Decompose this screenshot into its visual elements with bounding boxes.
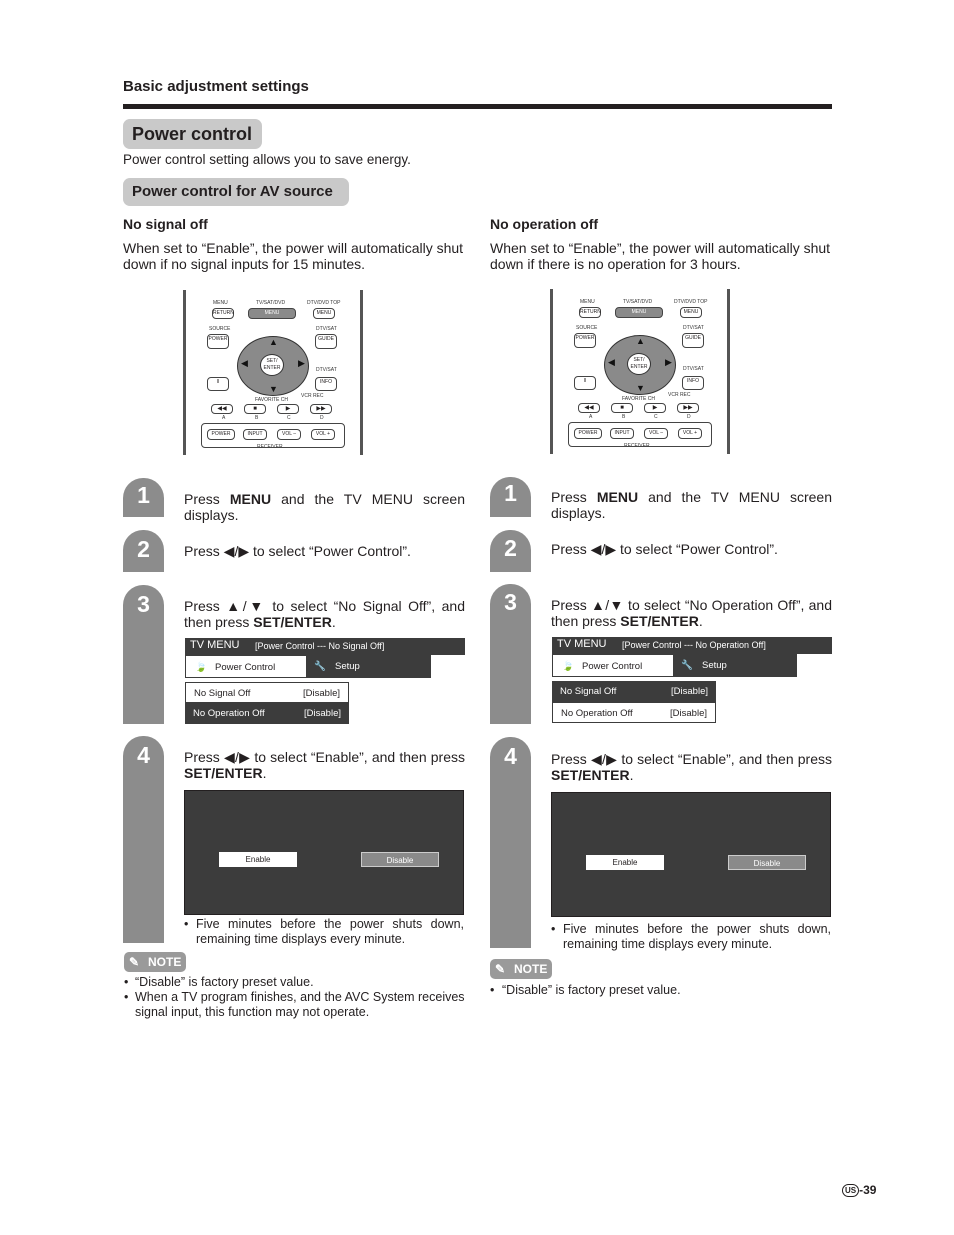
note-label: NOTE [514, 962, 548, 976]
step-bullet: Five minutes before the power shuts down, remaining time displays every minute. [196, 917, 464, 946]
remote-c: C [287, 415, 291, 421]
remote-menu: MENU [213, 300, 228, 306]
left-description: When set to “Enable”, the power will automatically shut down if no signal inputs for 15 minutes. [123, 240, 464, 272]
bullet-marker: • [124, 975, 129, 989]
remote-guide: GUIDE [315, 334, 337, 349]
tab-label: Power Control [215, 662, 276, 673]
tab-label: Setup [702, 660, 727, 671]
arrow-left-icon: ◀ [241, 358, 248, 368]
remote-dtvsat2: DTV/SAT [683, 366, 704, 372]
tab-setup[interactable] [307, 655, 431, 678]
left-heading: No signal off [123, 216, 208, 232]
section-title: Basic adjustment settings [123, 78, 309, 95]
note-label: NOTE [148, 955, 182, 969]
remote-b: B [622, 414, 626, 420]
menu-option-no-signal-off[interactable] [185, 682, 349, 703]
option-value: [Disable] [303, 688, 340, 699]
remote-dtvtop: DTV/DVD TOP [307, 300, 341, 306]
tools-icon: 🔧 [681, 660, 693, 671]
remote-vcr: VCR REC [301, 393, 324, 399]
option-value: [Disable] [670, 708, 707, 719]
tv-menu-path: [Power Control --- No Operation Off] [622, 640, 766, 650]
remote-menu_right: MENU [313, 308, 335, 319]
step-number: 3 [137, 591, 150, 617]
step-number: 2 [504, 535, 517, 561]
tab-power-control[interactable] [552, 654, 674, 677]
note-item: “Disable” is factory preset value. [502, 983, 681, 997]
right-heading: No operation off [490, 216, 599, 232]
page-title: Power control [123, 119, 262, 149]
tools-icon: 🔧 [314, 661, 326, 672]
step-1-text: Press MENU and the TV MENU screen displays. [551, 489, 832, 521]
page-number-text: -39 [859, 1183, 877, 1197]
remote-power2: POWER [574, 428, 602, 439]
option-value: [Disable] [671, 686, 708, 697]
tv-menu-bar [185, 638, 465, 655]
step-2-text: Press ◀/▶ to select “Power Control”. [184, 543, 411, 559]
remote-d: D [320, 415, 324, 421]
remote-source: SOURCE [209, 326, 231, 332]
tv-menu-bar [552, 637, 832, 654]
tab-power-control[interactable] [185, 655, 307, 678]
pencil-icon: ✎ [495, 962, 506, 976]
tab-label: Power Control [582, 661, 643, 672]
arrow-right-icon: ▶ [298, 358, 305, 368]
remote-power: POWER [207, 334, 229, 349]
step-number: 4 [504, 743, 517, 769]
remote-rail [550, 289, 553, 454]
menu-option-no-signal-off[interactable] [552, 681, 716, 702]
remote-b: B [255, 415, 259, 421]
tv-screen [184, 790, 464, 915]
bullet-marker: • [490, 983, 495, 997]
remote-dtvtop: DTV/DVD TOP [674, 299, 708, 305]
remote-pause: II [574, 376, 596, 390]
remote-vcr: VCR REC [668, 392, 691, 398]
remote-illustration-left [183, 290, 363, 455]
remote-set-enter: SET/ ENTER [260, 354, 284, 376]
page-number [842, 1183, 876, 1197]
note-badge [124, 952, 186, 972]
disable-button[interactable]: Disable [361, 852, 439, 867]
bullet-marker: • [551, 922, 556, 936]
tab-setup[interactable] [674, 654, 797, 677]
arrow-down-icon: ▼ [636, 383, 645, 393]
play-icon: ▶ [644, 403, 666, 413]
option-value: [Disable] [304, 708, 341, 719]
tv-menu-title: TV MENU [557, 638, 607, 650]
remote-fav: FAVORITE CH [622, 396, 655, 402]
remote-rail [727, 289, 730, 454]
step-bullet: Five minutes before the power shuts down, remaining time displays every minute. [563, 922, 831, 951]
play-icon: ▶ [277, 404, 299, 414]
step-number: 4 [137, 742, 150, 768]
option-name: No Operation Off [561, 708, 633, 719]
step-3-text: Press ▲/▼ to select “No Signal Off”, and then press SET/ENTER. [184, 598, 465, 630]
step-3-text: Press ▲/▼ to select “No Operation Off”, and then press SET/ENTER. [551, 597, 832, 629]
rewind-icon: ◀◀ [211, 404, 233, 414]
remote-d: D [687, 414, 691, 420]
remote-menu_btn: MENU [248, 308, 296, 319]
arrow-up-icon: ▲ [636, 336, 645, 346]
bullet-marker: • [124, 990, 129, 1004]
region-badge: US [842, 1184, 859, 1197]
remote-pause: II [207, 377, 229, 391]
remote-power2: POWER [207, 429, 235, 440]
remote-input: INPUT [243, 429, 267, 440]
remote-volm: VOL – [644, 428, 668, 439]
stop-icon: ■ [244, 404, 266, 414]
step-number: 1 [504, 480, 517, 506]
remote-info: INFO [682, 376, 704, 390]
step-number: 3 [504, 589, 517, 615]
remote-return: RETURN [212, 308, 234, 319]
remote-menu_btn: MENU [615, 307, 663, 318]
leaf-icon: 🍃 [562, 661, 574, 672]
stop-icon: ■ [611, 403, 633, 413]
remote-dpad [604, 335, 676, 395]
remote-volp: VOL + [311, 429, 335, 440]
remote-rail [360, 290, 363, 455]
remote-rail [183, 290, 186, 455]
remote-receiver-frame [201, 423, 345, 448]
remote-guide: GUIDE [682, 333, 704, 348]
remote-menu: MENU [580, 299, 595, 305]
remote-info: INFO [315, 377, 337, 391]
menu-option-no-operation-off[interactable] [185, 703, 349, 724]
intro-text: Power control setting allows you to save energy. [123, 152, 411, 167]
bullet-marker: • [184, 917, 189, 931]
remote-source: SOURCE [576, 325, 598, 331]
option-name: No Operation Off [193, 708, 265, 719]
pencil-icon: ✎ [129, 955, 140, 969]
step-4-text: Press ◀/▶ to select “Enable”, and then press SET/ENTER. [551, 751, 832, 783]
arrow-right-icon: ▶ [665, 357, 672, 367]
remote-receiver: RECEIVER [624, 443, 650, 449]
remote-c: C [654, 414, 658, 420]
remote-dtvsat2: DTV/SAT [316, 367, 337, 373]
menu-option-no-operation-off[interactable] [552, 702, 716, 723]
tv-menu-path: [Power Control --- No Signal Off] [255, 641, 385, 651]
step-number: 1 [137, 482, 150, 508]
remote-a: A [589, 414, 593, 420]
arrow-left-icon: ◀ [608, 357, 615, 367]
remote-fav: FAVORITE CH [255, 397, 288, 403]
remote-dpad [237, 336, 309, 396]
leaf-icon: 🍃 [195, 662, 207, 673]
step-number: 2 [137, 536, 150, 562]
remote-input: INPUT [610, 428, 634, 439]
step-4-text: Press ◀/▶ to select “Enable”, and then press SET/ENTER. [184, 749, 465, 781]
remote-receiver-frame [568, 422, 712, 447]
note-item: “Disable” is factory preset value. [135, 975, 314, 989]
remote-tvsat: TV/SAT/DVD [256, 300, 286, 306]
remote-volp: VOL + [678, 428, 702, 439]
note-item: When a TV program finishes, and the AVC System receives signal input, this function may not operate. [135, 990, 465, 1019]
step-2-text: Press ◀/▶ to select “Power Control”. [551, 541, 778, 557]
remote-set-enter: SET/ ENTER [627, 353, 651, 375]
enable-button[interactable]: Enable [586, 855, 664, 870]
step-1-text: Press MENU and the TV MENU screen displays. [184, 491, 465, 523]
right-description: When set to “Enable”, the power will automatically shut down if there is no operation for 3 hours. [490, 240, 831, 272]
option-name: No Signal Off [560, 686, 617, 697]
arrow-down-icon: ▼ [269, 384, 278, 394]
fast-forward-icon: ▶▶ [677, 403, 699, 413]
arrow-up-icon: ▲ [269, 337, 278, 347]
option-name: No Signal Off [194, 688, 251, 699]
tv-menu-title: TV MENU [190, 639, 240, 651]
remote-dtvsat1: DTV/SAT [316, 326, 337, 332]
enable-button[interactable]: Enable [219, 852, 297, 867]
rewind-icon: ◀◀ [578, 403, 600, 413]
remote-dtvsat1: DTV/SAT [683, 325, 704, 331]
remote-power: POWER [574, 333, 596, 348]
remote-illustration-right [550, 289, 730, 454]
remote-volm: VOL – [277, 429, 301, 440]
remote-receiver: RECEIVER [257, 444, 283, 450]
tab-label: Setup [335, 661, 360, 672]
tv-screen [551, 792, 831, 917]
note-badge [490, 959, 552, 979]
remote-a: A [222, 415, 226, 421]
remote-return: RETURN [579, 307, 601, 318]
section-rule [123, 104, 832, 109]
fast-forward-icon: ▶▶ [310, 404, 332, 414]
subsection-title: Power control for AV source [123, 178, 349, 206]
disable-button[interactable]: Disable [728, 855, 806, 870]
remote-menu_right: MENU [680, 307, 702, 318]
remote-tvsat: TV/SAT/DVD [623, 299, 653, 305]
